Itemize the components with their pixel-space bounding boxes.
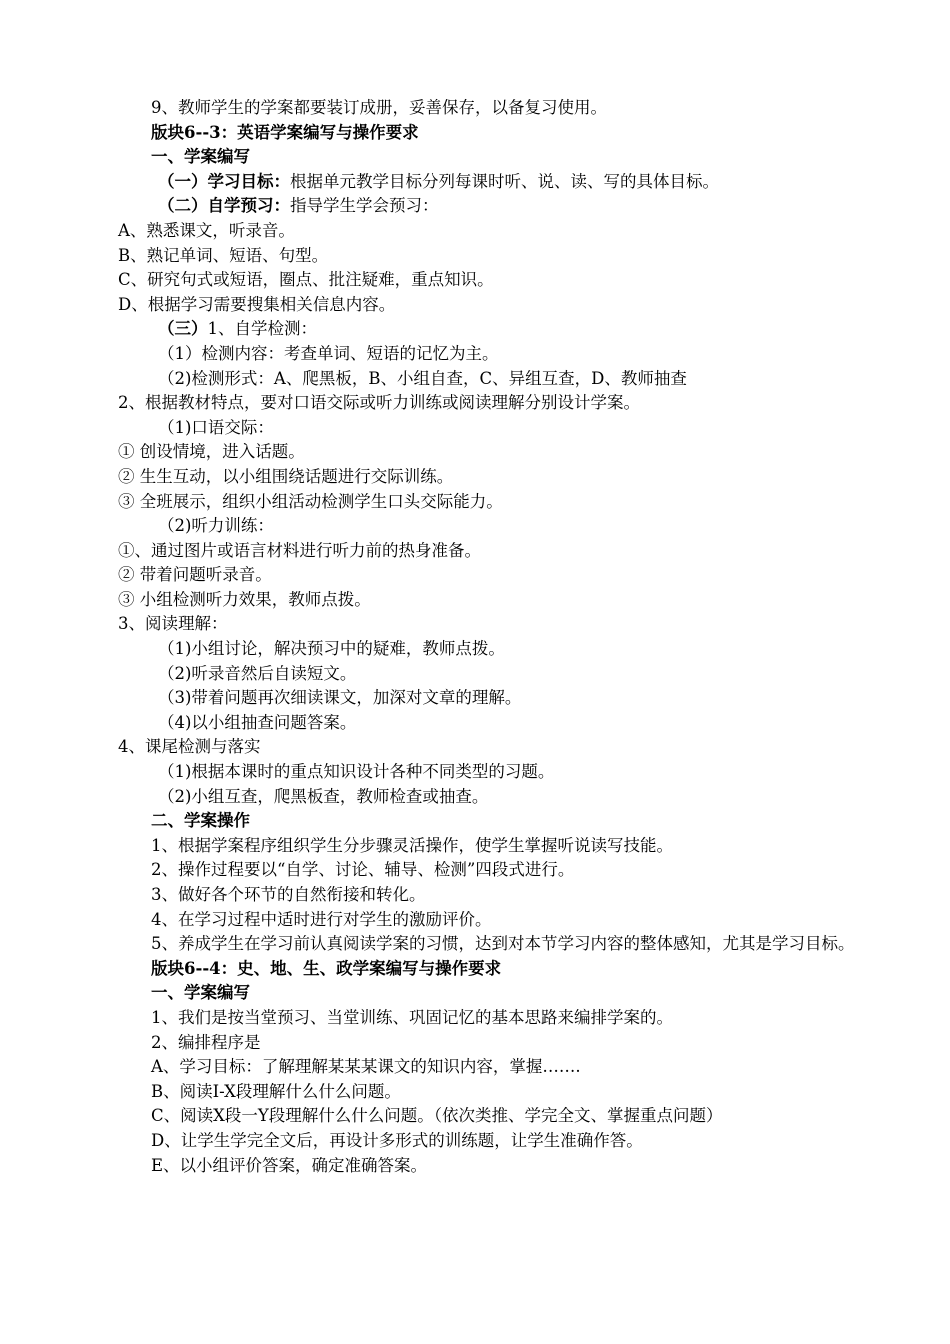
text-line: 1、根据学案程序组织学生分步骤灵活操作，使学生掌握听说读写技能。 (151, 835, 673, 855)
text-line: （3)带着问题再次细读课文，加深对文章的理解。 (158, 688, 522, 708)
text-line: ③ 全班展示，组织小组活动检测学生口头交际能力。 (118, 491, 503, 511)
text-line: 2、根据教材特点，要对口语交际或听力训练或阅读理解分别设计学案。 (118, 393, 640, 413)
text-line: （1)根据本课时的重点知识设计各种不同类型的习题。 (158, 762, 555, 782)
text-line: （1）检测内容：考查单词、短语的记忆为主。 (158, 343, 499, 363)
item-label: （二）自学预习： (158, 196, 290, 216)
text-line (118, 170, 858, 195)
text-line: B、阅读I-X段理解什么什么问题。 (151, 1081, 401, 1101)
text-line: （1)小组讨论，解决预习中的疑难，教师点拨。 (158, 639, 505, 659)
text-line: （2)检测形式：A、爬黑板，B、小组自查，C、异组互查，D、教师抽查 (158, 368, 687, 388)
text-line: ③ 小组检测听力效果，教师点拨。 (118, 589, 371, 609)
text-line: E、以小组评价答案，确定准确答案。 (151, 1155, 428, 1175)
text-line: 3、阅读理解： (118, 614, 228, 634)
text-line: （1)口语交际： (158, 417, 274, 437)
subsection-heading: 二、学案操作 (151, 811, 250, 831)
text-line: A、学习目标：了解理解某某某课文的知识内容，掌握……. (151, 1057, 581, 1077)
text-line: ① 创设情境，进入话题。 (118, 442, 305, 462)
text-line: 9、教师学生的学案都要装订成册，妥善保存，以备复习使用。 (151, 98, 607, 117)
text-line: （2)小组互查，爬黑板查，教师检查或抽查。 (158, 786, 489, 806)
text-line: D、让学生学完全文后，再设计多形式的训练题，让学生准确作答。 (151, 1130, 643, 1150)
item-text: 1、自学检测： (207, 319, 317, 339)
text-line: （2)听力训练： (158, 516, 274, 536)
text-line: A、熟悉课文，听录音。 (118, 220, 295, 240)
text-line: B、熟记单词、短语、句型。 (118, 245, 329, 265)
text-line: D、根据学习需要搜集相关信息内容。 (118, 294, 396, 314)
item-label: （一）学习目标： (158, 171, 290, 191)
section-heading: 版块6--3：英语学案编写与操作要求 (151, 122, 419, 142)
text-line: ② 生生互动，以小组围绕话题进行交际训练。 (118, 466, 454, 486)
text-line: ①、通过图片或语言材料进行听力前的热身准备。 (118, 540, 481, 560)
text-line: 4、在学习过程中适时进行对学生的激励评价。 (151, 909, 492, 929)
text-line (118, 194, 858, 219)
text-line: 4、课尾检测与落实 (118, 737, 261, 757)
section-heading: 版块6--4：史、地、生、政学案编写与操作要求 (151, 958, 502, 978)
text-line: （2)听录音然后自读短文。 (158, 663, 357, 683)
text-line (118, 317, 858, 342)
text-line: 2、编排程序是 (151, 1032, 261, 1052)
text-line: （4)以小组抽查问题答案。 (158, 712, 357, 732)
document-page (118, 96, 858, 1178)
text-line: 2、操作过程要以“自学、讨论、辅导、检测”四段式进行。 (151, 860, 575, 880)
text-line: ② 带着问题听录音。 (118, 565, 272, 585)
item-text: 指导学生学会预习： (290, 196, 439, 216)
text-line: C、研究句式或短语，圈点、批注疑难，重点知识。 (118, 270, 494, 290)
subsection-heading: 一、学案编写 (151, 983, 250, 1003)
text-paragraph: 5、养成学生在学习前认真阅读学案的习惯，达到对本节学习内容的整体感知，尤其是学习目标。 (151, 934, 855, 954)
item-text: 根据单元教学目标分列每课时听、说、读、写的具体目标。 (290, 171, 719, 191)
text-line: 3、做好各个环节的自然衔接和转化。 (151, 885, 426, 904)
text-line: C、阅读X段一Y段理解什么什么问题。（依次类推、学完全文、掌握重点问题） (151, 1106, 723, 1126)
text-line: 1、我们是按当堂预习、当堂训练、巩固记忆的基本思路来编排学案的。 (151, 1007, 673, 1027)
subsection-heading: 一、学案编写 (151, 147, 250, 167)
item-label: （三） (158, 319, 208, 339)
